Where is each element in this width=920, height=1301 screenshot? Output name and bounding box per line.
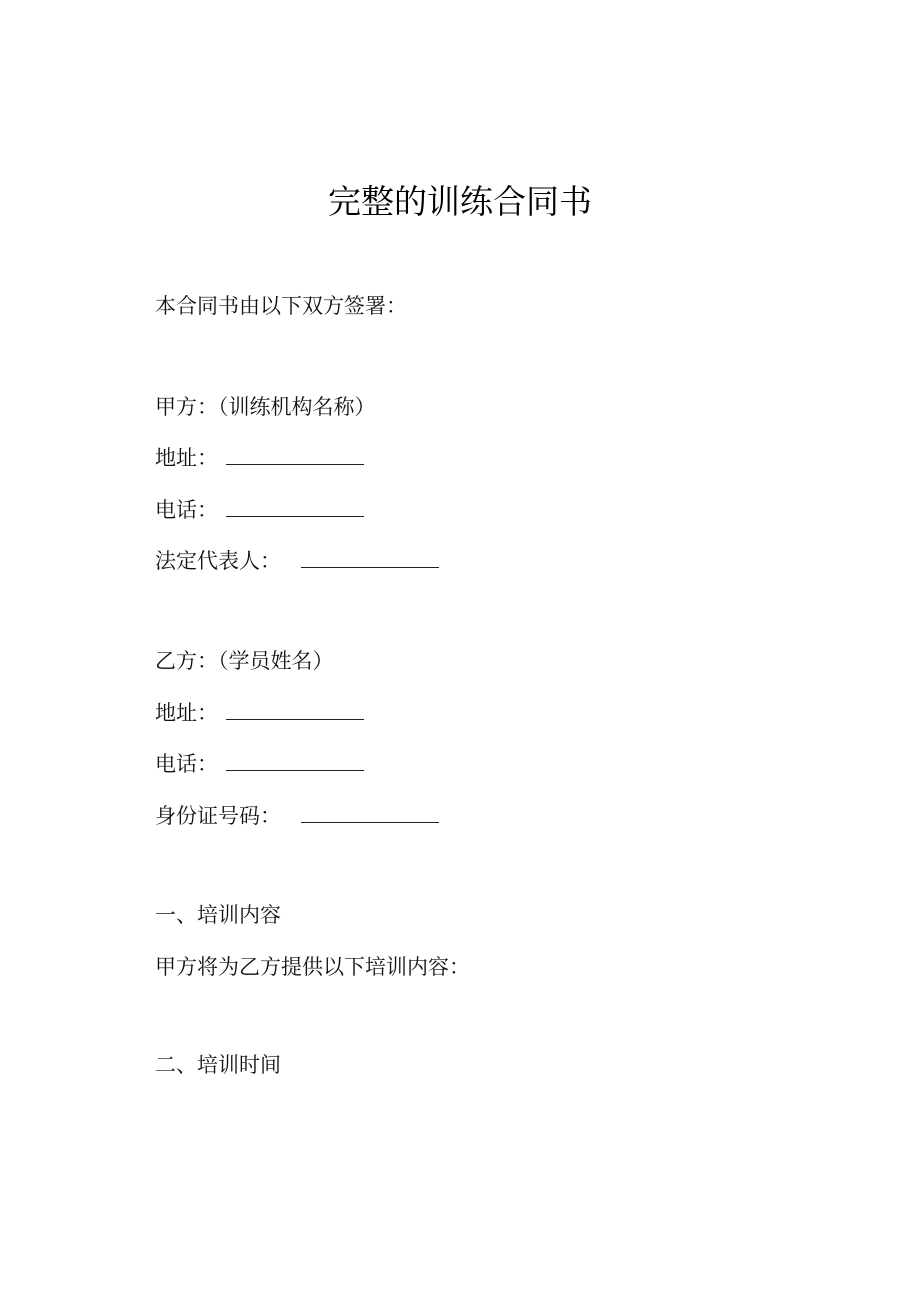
party-a-address-blank — [226, 446, 364, 465]
party-a-address-label: 地址： — [155, 446, 218, 470]
party-a-phone-blank — [226, 498, 364, 517]
party-a-representative-blank — [301, 549, 439, 568]
party-b-address-blank — [226, 701, 364, 720]
party-a-heading: 甲方：（训练机构名称） — [155, 395, 376, 419]
section-1-body: 甲方将为乙方提供以下培训内容： — [155, 955, 470, 979]
party-b-id-label: 身份证号码： — [155, 804, 281, 828]
intro-text: 本合同书由以下双方签署： — [155, 294, 407, 318]
party-b-address-row — [155, 698, 364, 728]
party-b-id-blank — [301, 804, 439, 823]
party-b-phone-label: 电话： — [155, 752, 218, 776]
party-a-representative-label: 法定代表人： — [155, 549, 281, 573]
party-a-phone-label: 电话： — [155, 498, 218, 522]
party-a-address-row — [155, 443, 364, 473]
section-2-heading: 二、培训时间 — [155, 1053, 281, 1077]
party-b-heading: 乙方：（学员姓名） — [155, 649, 334, 673]
document-title: 完整的训练合同书 — [328, 182, 592, 221]
party-b-phone-blank — [226, 752, 364, 771]
party-b-id-row — [155, 801, 439, 831]
party-a-representative-row — [155, 546, 439, 576]
party-a-phone-row — [155, 495, 364, 525]
party-b-phone-row — [155, 749, 364, 779]
section-1-heading: 一、培训内容 — [155, 903, 281, 927]
party-b-address-label: 地址： — [155, 701, 218, 725]
